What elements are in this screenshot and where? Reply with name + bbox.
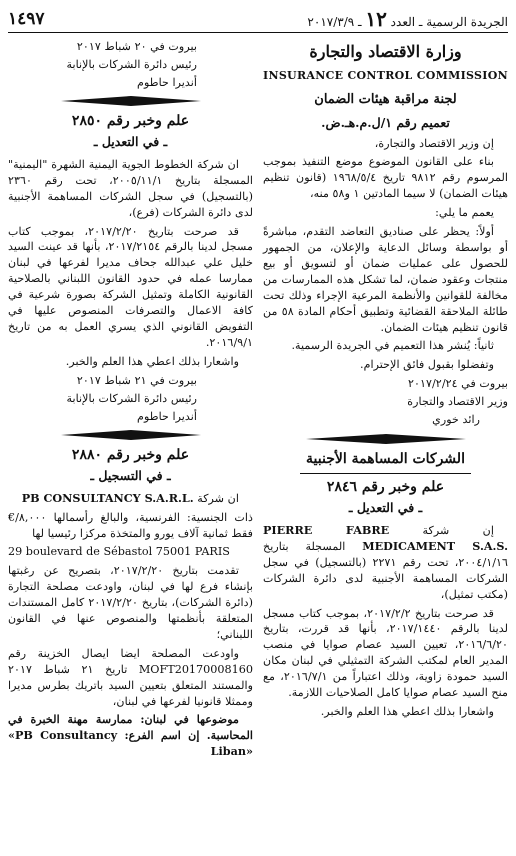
signature-name: رائد خوري [432,413,480,427]
paragraph-first-article: أولاً: يحظر على صناديق التعاضد التقدم، مباشرةً أو بواسطة وسائل الدعاية والإعلان، من الجمهور للحصول على عمليات ضمان أو لتسويق أو بيع منتجات وعقود ضمان، لما تشكل هذه الممارسات من مخالفة للقوانين والأنظمة المرعية الإجراء وذلك تحت طائلة الملاحقة القضائية وتطبيق أحكام المادة ٥٨ من قانون تنظيم هيئات الضمان. [263,225,508,334]
paragraph-circulates: يعمم ما يلي: [435,206,494,220]
pb-address: 29 boulevard de Sébastol 75001 PARIS [8,545,230,559]
paragraph-regards: وتفضلوا بقبول فائق الإحترام. [360,358,494,372]
pb-purpose-text: موضوعها في لبنان: ممارسة مهنة الخبرة في المحاسبة. إن اسم الفرع: [8,712,253,743]
ministry-title: وزارة الاقتصاد والتجارة [309,42,462,61]
yemenia-signature-name: أنديرا حاطوم [137,409,197,423]
notice-2880-subtitle: ـ في التسجيل ـ [90,467,171,483]
header-date: ـ ٢٠١٧/٣/٩ [307,14,362,29]
section-divider-ornament [263,434,508,444]
pb-branch-name: «PB Consultancy Liban» [8,728,253,759]
company-registration-text: المسجلة بتاريخ ٢٠٠٤/١/١٦، تحت رقم ٢٢٧١ (بالتسجيل) في سجل الشركات المساهمة الأجنبية لدى دائرة الشركات (مكتب تمثيل)، [263,539,509,601]
header-gazette-title: الجريدة الرسمية ـ العدد [390,14,508,29]
pierre-fabre-intro [263,523,508,603]
header-page-number: ١٤٩٧ [8,8,45,29]
notice-2880-title: علم وخبر رقم ٢٨٨٠ [71,447,190,464]
top-signature-block [8,39,253,90]
notice-2850-subtitle: ـ في التعديل ـ [93,134,168,150]
top-signature-role: رئيس دائرة الشركات بالإنابة [66,58,197,72]
yemenia-declaration: قد صرحت بتاريخ ٢٠١٧/٢/٢٠، بموجب كتاب مسجل لدينا بالرقم ٢٠١٧/٢١٥٤، بأنها قد عينت السيد خليل علي عبدالله جحاف مديرا لفرعها في لبنان ممارسا عمله في حدود القانون اللبناني بالصلاحية القانونية الكاملة وتمثيل الشركة بصورة شرعية في كافة الاعمال والتصرفات المنصوص عليها في التفويض القانوني الذي يسري العمل به من تاريخ ٢٠١٦/٩/١. [8,224,253,349]
yemenia-signature [8,373,253,424]
notice-2846-title: علم وخبر رقم ٢٨٤٦ [326,479,445,496]
pb-purpose [8,712,253,760]
pb-consultancy-intro [8,491,253,507]
committee-title: لجنة مراقبة هيئات الضمان [314,92,457,108]
divider-ornament-icon [306,434,466,444]
pb-nationality-capital: ذات الجنسية: الفرنسية، والبالغ رأسمالها ٨,٠٠٠/€ فقط ثمانية آلاف يورو والمتخذة مركزا رئيسيا لها [8,510,253,540]
yemenia-intro: ان شركة الخطوط الجوية اليمنية الشهرة "اليمنية" المسجلة بتاريخ ٢٠٠٥/١١/١، تحت رقم ٢٣٦٠ (بالتسجيل) في سجل الشركات المساهمة الأجنبية لدى دائرة الشركات (فرع)، [8,157,254,219]
pb-receipt-number: MOFT20170008160 [138,662,253,676]
right-column [263,39,508,763]
pierre-fabre-closing: واشعارا بذلك اعطي هذا العلم والخبر. [320,705,494,719]
paragraph-minister: إن وزير الاقتصاد والتجارة، [374,136,494,150]
signature-role: وزير الاقتصاد والتجارة [407,395,508,409]
company-name-pb-consultancy: PB CONSULTANCY S.A.R.L. [21,490,194,505]
top-signature-date: بيروت في ٢٠ شباط ٢٠١٧ [76,40,197,53]
page-header [8,6,508,33]
circular-number: تعميم رقم ١/ل.م.هـ.ض. [321,114,450,130]
pb-branch-declaration: تقدمت بتاريخ ٢٠١٧/٢/٢٠، بتصريح عن رغبتها بإنشاء فرع لها في لبنان، واودعت مصلحة التجارة (دائرة الشركات)، بتاريخ ٢٠١٧/٢/٢٠ كامل المستندات المتعلقة بأنظمتها والمنصوص عنها في القانون اللبناني؛ [8,564,253,641]
commission-english-title: INSURANCE CONTROL COMMISSION [263,68,508,82]
header-issue-number: ١٢ [365,6,387,31]
company-intro-text: إن شركة [422,524,494,538]
company-name-pierre-fabre: PIERRE FABRE MEDICAMENT S.A.S. [263,523,508,553]
notice-2850-title: علم وخبر رقم ٢٨٥٠ [71,113,190,130]
paragraph-legal-basis: بناء على القانون الموضوع موضع التنفيذ بموجب المرسوم رقم ٩٨١٢ تاريخ ١٩٦٨/٥/٤ (قانون تنظيم هيئات الضمان) لا سيما المادتين ١ و٥٨ منه، [263,155,509,201]
paragraph-second-article: ثانياً: يُنشر هذا التعميم في الجريدة الرسمية. [291,339,494,353]
yemenia-signature-date: بيروت في ٢١ شباط ٢٠١٧ [76,373,197,387]
notice-2846-subtitle: ـ في التعديل ـ [348,500,423,516]
yemenia-closing: واشعارا بذلك اعطي هذا العلم والخبر. [65,354,239,368]
pierre-fabre-declaration: قد صرحت بتاريخ ٢٠١٧/٢/٢، بموجب كتاب مسجل لدينا بالرقم ٢٠١٧/١٤٤٠، بأنها قد قررت، بتاريخ ٢٠١٦/٦/٢٠، تعيين السيد عصام صوايا في منصب المدير العام لمكتب الشركة التمثيلي في لبنان مكان السيد حمودة زاوية، وذلك اعتباراً من ٢٠١٦/٧/١، مع منح السيد عصام صوايا كامل الصلاحيات اللازمة. [263,606,508,700]
pb-receipt-pre: واودعت المصلحة ايضا ايصال الخزينة رقم [8,646,239,660]
divider-ornament-icon [61,96,201,106]
yemenia-signature-role: رئيس دائرة الشركات بالإنابة [66,391,197,405]
minister-signature [263,376,508,427]
section-rule [300,473,472,474]
notice-divider-ornament-2 [8,430,253,440]
left-column [8,39,253,763]
pb-receipt-post: تاريخ ٢١ شباط ٢٠١٧ والمستند المتعلق بتعيين السيد باتريك بطرس مديرا وممثلا قانونيا لفرعها في لبنان، [8,662,253,708]
divider-ornament-icon [61,430,201,440]
header-gazette-info [307,5,508,33]
foreign-companies-section-title: الشركات المساهمة الأجنبية [306,450,465,467]
signature-date: بيروت في ٢٠١٧/٢/٢٤ [408,377,508,391]
notice-divider-ornament [8,96,253,106]
two-column-body [8,39,508,763]
top-signature-name: أنديرا حاطوم [137,76,197,90]
pb-intro-text: ان شركة [197,491,239,505]
pb-treasury-receipt [8,646,253,710]
